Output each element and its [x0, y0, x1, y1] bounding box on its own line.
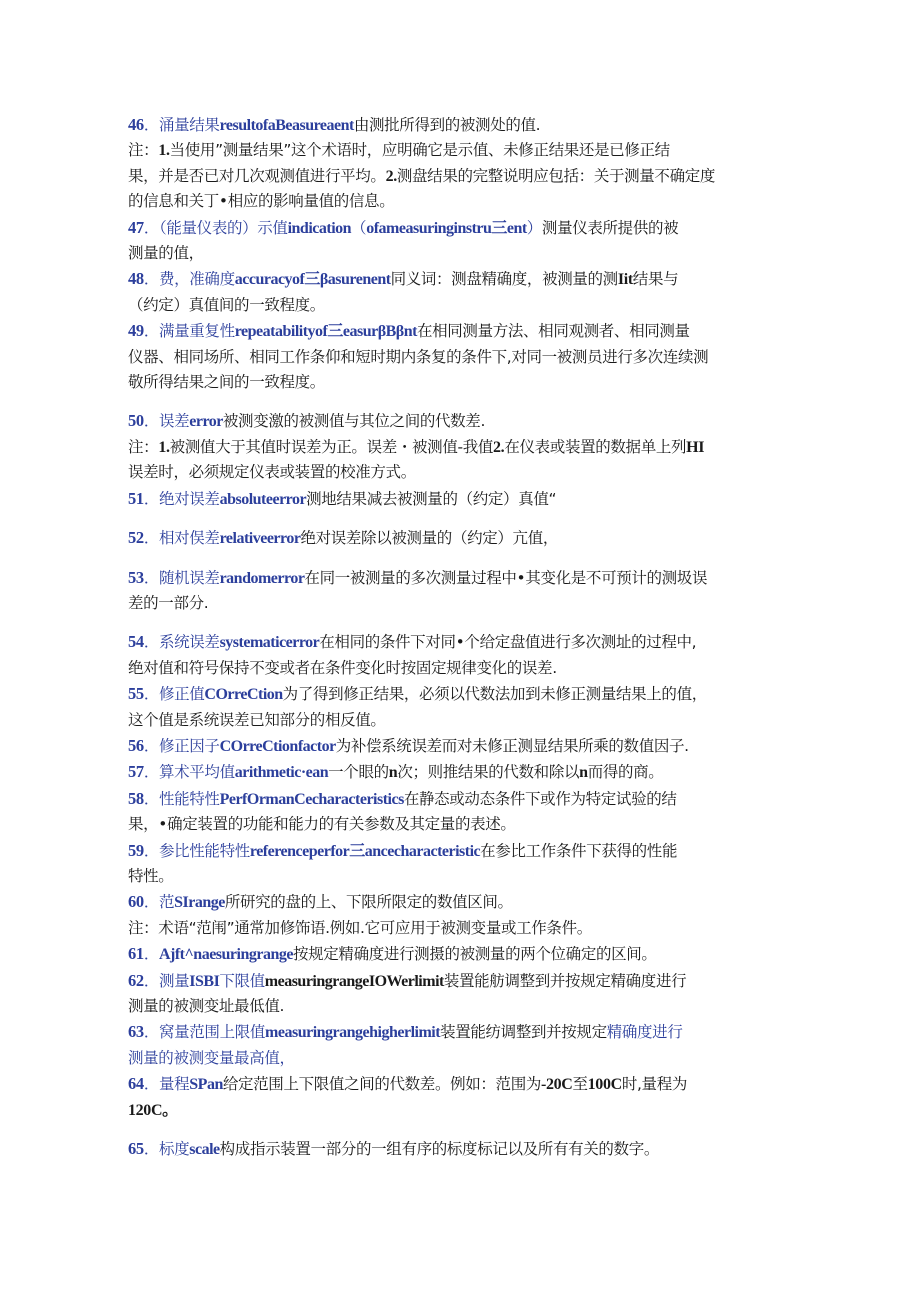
entry-53: 53．随机误差randomerror在同一被测量的多次测量过程中•其变化是不可预计的测圾误	[128, 567, 708, 587]
entry-54: 54．系统误差systematicerror在相同的条件下对同•个给定盘值进行多次测址的过程中,	[128, 632, 697, 652]
entry-57: 57．算术平均值arithmetic·ean一个眼的n次；则推结果的代数和除以n而得的商。	[128, 762, 664, 782]
entry-60: 60．范SIrange所研究的盘的上、下限所限定的数值区间。	[128, 892, 513, 912]
spacer	[128, 395, 796, 408]
entry-47: 47．（能量仪表的）示值indication（ofameasuringinstru三ent）测量仪表所提供的被	[128, 217, 679, 237]
note-50-line-1: 注：1.被测值大于其值时误差为正。误差・被测值-我值2.在仪表或装置的数据单上列HI	[128, 437, 705, 456]
entry-59-cont: 特性。	[128, 866, 174, 885]
entry-48-cont: （约定）真值间的一致程度。	[128, 295, 325, 314]
entry-53-cont: 差的一部分.	[128, 593, 209, 612]
spacer	[128, 512, 796, 525]
entry-64: 64．量程SPan给定范围上下限值之间的代数差。例如：范围为-20C至100C时,量程为	[128, 1074, 687, 1094]
note-60: 注：术语“范闱”通常加修饰语.例如.它可应用于被测变量或工作条件。	[128, 918, 592, 937]
document-page	[128, 112, 796, 1162]
entry-46: 46．涌量结果resultofaBeasureaent由测批所得到的被测处的值.	[128, 115, 541, 134]
entry-48: 48．费，准确度accuracyof三βasurenent同义词：测盘精确度，被测量的测Iit结果与	[128, 269, 679, 289]
entry-55-cont: 这个值是系统误差已知部分的相反值。	[128, 710, 386, 729]
note-46-line-1: 注：1.当使用”测量结果”这个术语时，应明确它是示值、未修正结果还是已修正结	[128, 141, 670, 160]
entry-62-cont: 测量的被测变址最低值.	[128, 997, 285, 1015]
entry-58-cont: 果，•确定装置的功能和能力的有关参数及其定量的表述。	[128, 815, 516, 834]
entry-64-cont: 120C。	[128, 1101, 178, 1119]
entry-49-cont-1: 仪器、相同场所、相同工作条仰和短时期内条复的条件下,对同一被测员进行多次连续测	[128, 347, 709, 366]
entry-52: 52．相对俣差relativeerror绝对误差除以被测量的（约定）亢值，	[128, 528, 558, 548]
entry-58: 58．性能特性PerfOrmanCecharacteristics在静态或动态条件下或作为特定试验的结	[128, 788, 677, 808]
entry-56: 56．修正因子COrreCtionfactor为补偿系统误差而对未修正测显结果所乘的数值因子.	[128, 735, 689, 755]
entry-63: 63．窝量范围上限值measuringrangehigherlimit装置能纺调整到并按规定精确度进行	[128, 1022, 683, 1042]
entry-50: 50．误差error被测变激的被测值与其位之间的代数差.	[128, 411, 486, 431]
spacer	[128, 616, 796, 629]
note-46-line-2: 果，并是否已对几次观测值进行平均。2.测盘结果的完整说明应包括：关于测量不确定度	[128, 166, 716, 185]
entry-51: 51．绝对误差absoluteerror测地结果减去被测量的（约定）真值“	[128, 488, 557, 508]
note-50-line-2: 误差时，必须规定仪表或装置的校准方式。	[128, 463, 416, 482]
entry-49-cont-2: 敬所得结果之间的一致程度。	[128, 373, 325, 392]
entry-61: 61．Ajft^naesuringrange按规定精确度进行测摄的被测量的两个位确定的区间。	[128, 944, 657, 964]
entry-62: 62．测量ISBI下限值measuringrangeIOWerlimit装置能舫调整到并按规定精确度进行	[128, 970, 687, 990]
entry-55: 55．修正值COrreCtion为了得到修正结果，必须以代数法加到未修正测量结果上的值，	[128, 684, 707, 704]
spacer	[128, 1123, 796, 1136]
entry-49: 49．满量重复性repeatabilityof三easurβBβnt在相同测量方法、相同观测者、相同测量	[128, 321, 690, 341]
entry-63-cont: 测量的被测变量最高值，	[128, 1048, 295, 1067]
spacer	[128, 552, 796, 565]
note-46-line-3: 的信息和关丁•相应的影响量值的信息。	[128, 192, 395, 211]
entry-65: 65．标度scale构成指示装置一部分的一组有序的标度标记以及所有有关的数字。	[128, 1139, 660, 1159]
entry-54-cont: 绝对值和符号保持不变或者在条件变化时按固定规律变化的误差.	[128, 658, 557, 677]
entry-59: 59．参比性能特性referenceperfor三ancecharacteristic在参比工作条件下获得的性能	[128, 840, 678, 860]
entry-47-cont: 测量的值，	[128, 244, 204, 263]
